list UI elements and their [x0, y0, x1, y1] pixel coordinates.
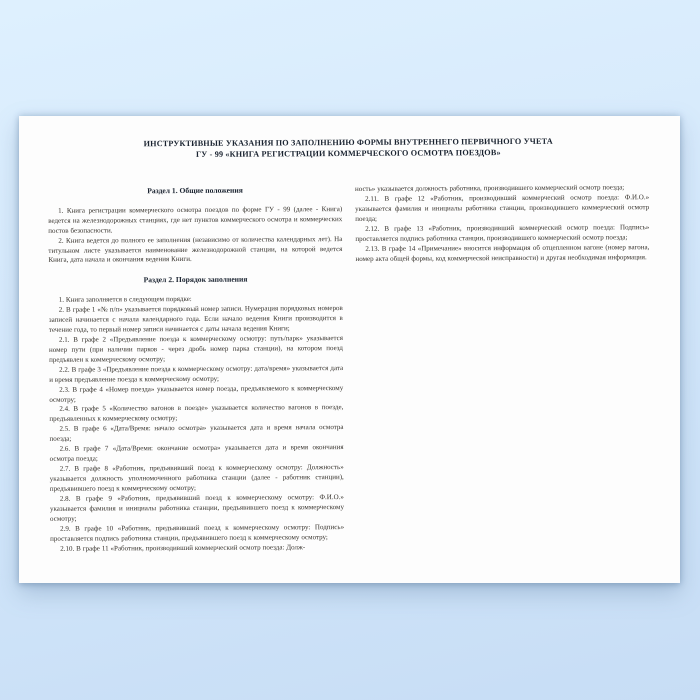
document-content: [18, 114, 682, 585]
paragraph: 2.10. В графе 11 «Работник, производивший коммерческий осмотр поезда: Долж-: [60, 542, 306, 553]
right-column: [355, 183, 651, 552]
paragraph: 2.7. В графе 8 «Работник, предъявивший поезд к коммерческому осмотру: Должность» указывается должность уполномоченного работника станции (далее - работник станции), предъявившего поезд к коммерческому осмотру;: [49, 463, 344, 493]
document-title-line-2: ГУ - 99 «КНИГА РЕГИСТРАЦИИ КОММЕРЧЕСКОГО ОСМОТРА ПОЕЗДОВ»: [195, 148, 501, 160]
paragraph: 2.6. В графе 7 «Дата/Время: окончание осмотра» указывается дата и время окончания осмотра поезда;: [49, 443, 344, 463]
document-page: [19, 116, 680, 583]
paragraph: 1. Книга регистрации коммерческого осмотра поездов по форме ГУ - 99 (далее - Книга) ведется на железнодорожных станциях, где нет пунктов коммерческого осмотра и коммерческих постов безопасности.: [48, 204, 343, 235]
paragraph: 2.9. В графе 10 «Работник, предъявивший поезд к коммерческому осмотру: Подпись» проставляется подпись работника станции, предъявившего поезд к коммерческому осмотру;: [50, 522, 345, 543]
paragraph: 2. В графе 1 «№ п/п» указывается порядковый номер записи. Нумерация порядковых номеров записей начинается с начала календарного года. Если начало ведения Книги производится в течение года, то первый номер записи начинается с даты начала ведения Книги;: [48, 304, 343, 334]
paragraph: 2.3. В графе 4 «Номер поезда» указывается номер поезда, предъявляемого к коммерческому осмотру;: [49, 383, 344, 404]
paragraph: 2.5. В графе 6 «Дата/Время: начало осмотра» указывается дата и время начала осмотра поезда;: [49, 423, 344, 444]
paragraph: 2.4. В графе 5 «Количество вагонов в поезде» указывается количество вагонов в поезде, предъявленных к коммерческому осмотру;: [49, 403, 344, 424]
paragraph: 2.12. В графе 13 «Работник, производивший коммерческий осмотр поезда: Подпись» проставляется подпись работника станции, производившего коммерческий осмотр поезда;: [355, 222, 650, 243]
paragraph: 2.1. В графе 2 «Предъявление поезда к коммерческому осмотру: путь/парк» указывается номер пути (при наличии парков - через дробь номер парка станции), на котором поезд предъявлен к коммерческому осмотру;: [48, 333, 344, 364]
paragraph: 2. Книга ведется до полного ее заполнения (независимо от количества календарных лет). На титульном листе указывается наименование железнодорожной станции, на которой ведется Книга, дата начала и окончания ведения Книги.: [48, 234, 343, 265]
paragraph: 2.11. В графе 12 «Работник, производивший коммерческий осмотр поезда: Ф.И.О.» указывается фамилия и инициалы работника станции, производившего коммерческий осмотр поезда;: [355, 193, 650, 223]
paragraph: ность» указывается должность работника, производившего коммерческий осмотр поезда;: [354, 183, 625, 193]
section-2-heading: Раздел 2. Порядок заполнения: [143, 274, 248, 285]
document-title-line-1: ИНСТРУКТИВНЫЕ УКАЗАНИЯ ПО ЗАПОЛНЕНИЮ ФОРМЫ ВНУТРЕННЕГО ПЕРВИЧНОГО УЧЕТА: [143, 136, 553, 149]
paragraph: 2.2. В графе 3 «Предъявление поезда к коммерческому осмотру: дата/время» указывается дата и время предъявление поезда к коммерческому осмотру;: [49, 363, 344, 384]
paragraph: 2.13. В графе 14 «Примечание» вносится информация об отцепленном вагоне (номер вагона, номер акта общей формы, код коммерческой неисправности) и другая необходимая информация.: [355, 242, 650, 263]
left-column: [48, 185, 344, 554]
section-1-heading: Раздел 1. Общие положения: [147, 185, 243, 196]
two-column-layout: [48, 183, 651, 554]
document-title: [48, 135, 649, 162]
paragraph: 1. Книга заполняется в следующем порядке:: [58, 295, 192, 304]
paragraph: 2.8. В графе 9 «Работник, предъявивший поезд к коммерческому осмотру: Ф.И.О.» указывается фамилия и инициалы работника станции, предъявившего поезд к коммерческому осмотру;: [49, 492, 344, 523]
